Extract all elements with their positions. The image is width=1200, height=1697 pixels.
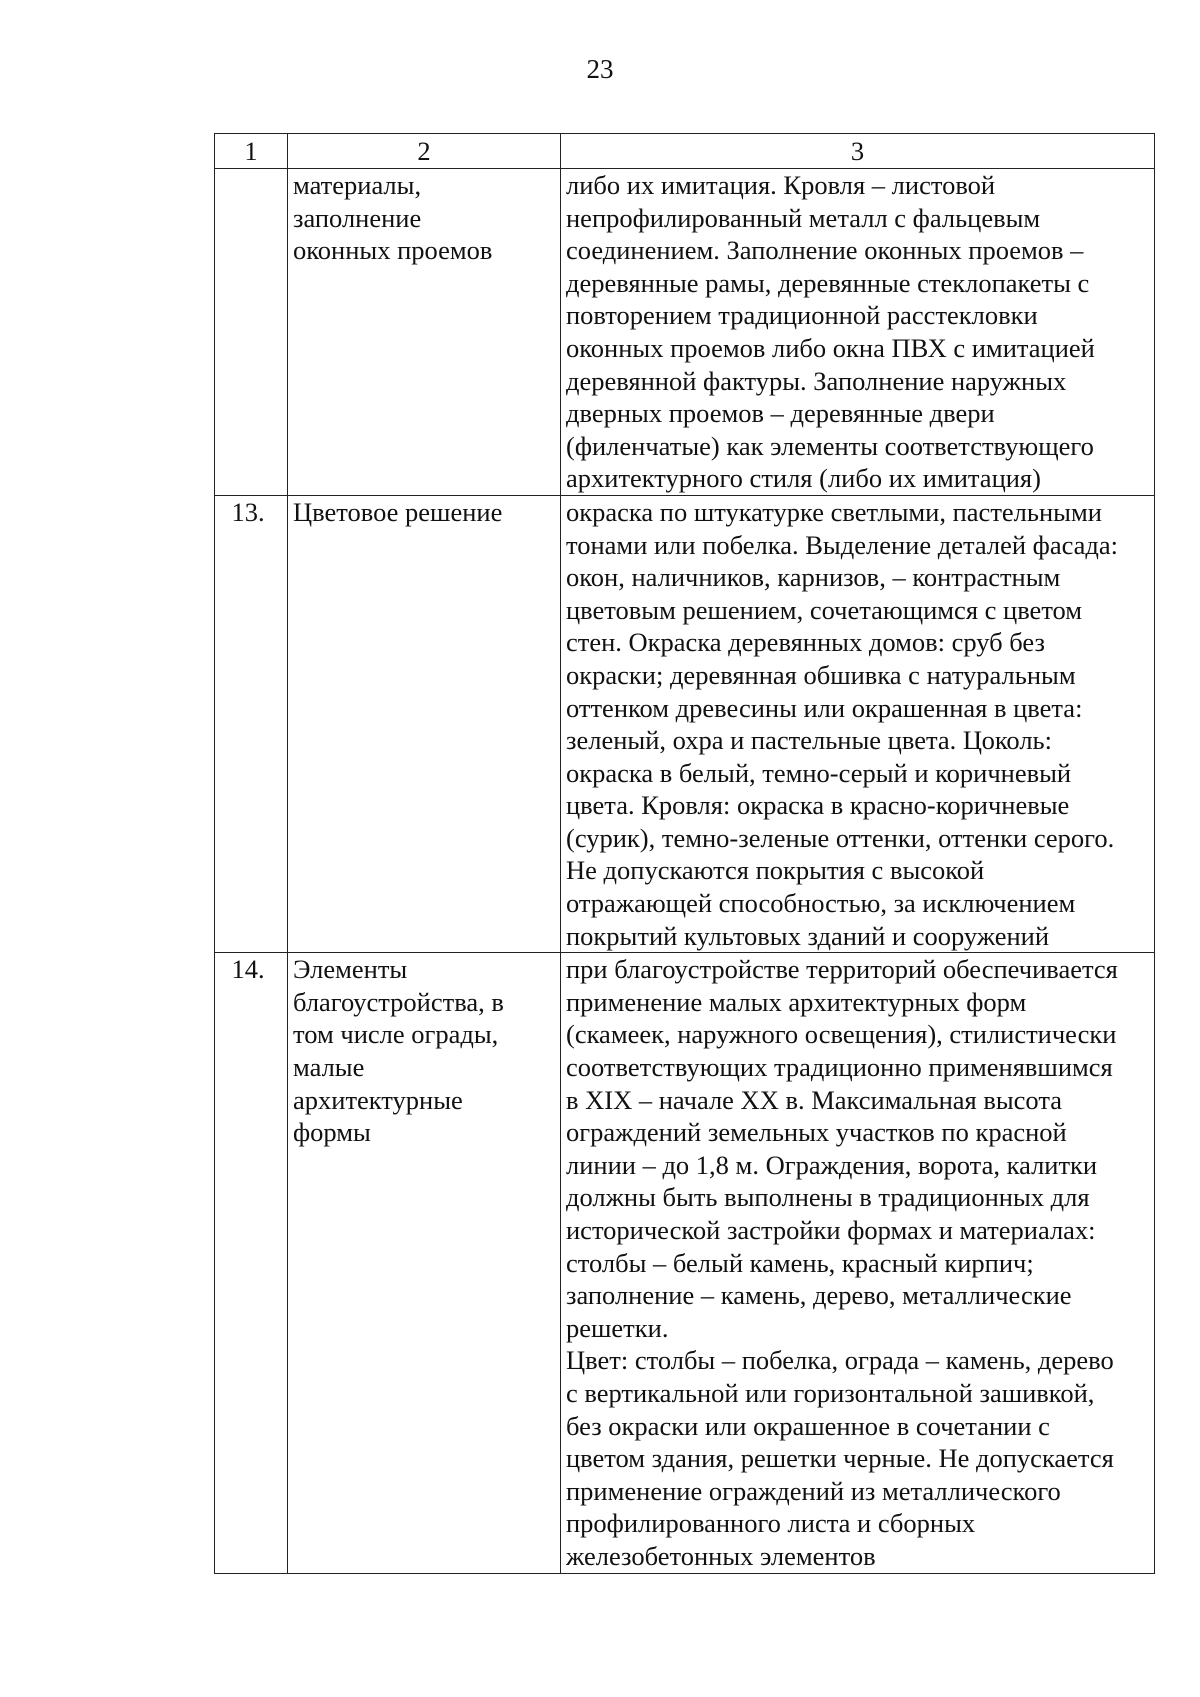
row-element: Цветовое решение (288, 495, 561, 952)
page-number: 23 (586, 54, 614, 84)
table-header-row (215, 134, 1155, 169)
table-row (215, 495, 1155, 952)
row-number: 14. (215, 953, 288, 1573)
column-header-requirements: 3 (561, 134, 1155, 169)
row-requirements: либо их имитация. Кровля – листовой непрофилированный металл с фальцевым соединением. Заполнение оконных проемов – деревянные рамы, деревянные стеклопакеты с повторением традиционной расстекловки оконных проемов либо окна ПВХ с имитацией деревянной фактуры. Заполнение наружных дверных проемов – деревянные двери (филенчатые) как элементы соответствующего архитектурного стиля (либо их имитация) (561, 169, 1155, 496)
row-number: 13. (215, 495, 288, 952)
column-header-element: 2 (288, 134, 561, 169)
row-requirements: при благоустройстве территорий обеспечивается применение малых архитектурных форм (скамеек, наружного освещения), стилистически соответствующих традиционно применявшимся в XIX – начале XX в. Максимальная высота ограждений земельных участков по красной линии – до 1,8 м. Ограждения, ворота, калитки должны быть выполнены в традиционных для исторической застройки формах и материалах: столбы – белый камень, красный кирпич; заполнение – камень, дерево, металлические решетки. Цвет: столбы – побелка, ограда – камень, дерево с вертикальной или горизонтальной зашивкой, без окраски или окрашенное в сочетании с цветом здания, решетки черные. Не допускается применение ограждений из металлического профилированного листа и сборных железобетонных элементов (561, 953, 1155, 1573)
regulations-table (214, 133, 1155, 1574)
table-row (215, 953, 1155, 1573)
row-number (215, 169, 288, 496)
row-element: материалы, заполнение оконных проемов (288, 169, 561, 496)
table-row (215, 169, 1155, 496)
column-header-number: 1 (215, 134, 288, 169)
row-requirements: окраска по штукатурке светлыми, пастельными тонами или побелка. Выделение деталей фасада: окон, наличников, карнизов, – контрастным цветовым решением, сочетающимся с цветом стен. Окраска деревянных домов: сруб без окраски; деревянная обшивка с натуральным оттенком древесины или окрашенная в цвета: зеленый, охра и пастельные цвета. Цоколь: окраска в белый, темно-серый и коричневый цвета. Кровля: окраска в красно-коричневые (сурик), темно-зеленые оттенки, оттенки серого. Не допускаются покрытия с высокой отражающей способностью, за исключением покрытий культовых зданий и сооружений (561, 495, 1155, 952)
row-element: Элементы благоустройства, в том числе ограды, малые архитектурные формы (288, 953, 561, 1573)
